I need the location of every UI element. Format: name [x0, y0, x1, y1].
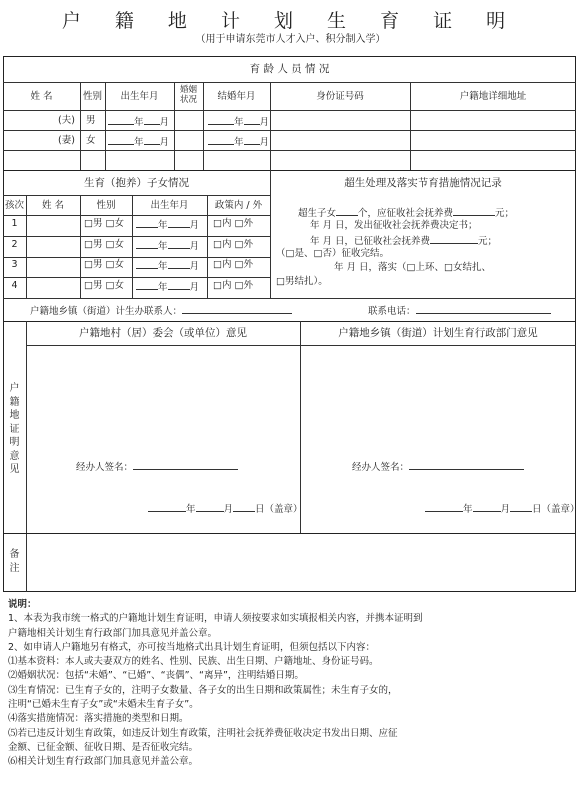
- section-heading-persons: 育 龄 人 员 情 况: [249, 63, 330, 75]
- note-line: ⑷落实措施情况：落实措施的类型和日期。: [8, 713, 189, 725]
- village-handler: [76, 460, 238, 473]
- child-row-birth: [136, 239, 199, 252]
- col-name: 姓 名: [30, 91, 53, 102]
- note-line: ⑸若已违反计划生育政策，如违反计划生育政策，注明社会抚养费征收决定书发出日期、应征: [8, 727, 398, 739]
- row-husband-married: [208, 115, 269, 128]
- row-husband-sex: 男: [86, 115, 96, 126]
- town-heading: 户籍地乡镇（街道）计划生育行政部门意见: [338, 327, 538, 339]
- child-birth-month: 月: [189, 261, 200, 272]
- village-heading: 户籍地村（居）委会（或单位）意见: [79, 327, 247, 339]
- children-heading: 生育（抱养）子女情况: [84, 177, 189, 189]
- ym-year: 年: [134, 137, 144, 148]
- child-row-sex: [84, 280, 124, 291]
- col-order: 孩次: [4, 200, 24, 211]
- checkbox-outside[interactable]: □外: [234, 218, 253, 229]
- remarks-label: [3, 548, 26, 575]
- note-line: 1、本表为我市统一格式的户籍地计划生育证明，申请人须按要求如实填报相关内容，并携本证明到: [8, 613, 423, 625]
- ym-year: 年: [134, 117, 144, 128]
- row-wife-role: (妻): [58, 135, 75, 146]
- excess-line-3: [310, 234, 497, 247]
- excess-line-1a: 超生子女: [298, 208, 337, 219]
- town-date-year: 年: [463, 504, 473, 515]
- child-birth-month: 月: [189, 220, 200, 231]
- checkbox-female[interactable]: □女: [105, 239, 124, 250]
- village-date-month: 月: [223, 504, 234, 515]
- child-row-sex: [84, 259, 124, 270]
- child-row-policy: [213, 239, 253, 250]
- side-label-certification: [3, 382, 26, 477]
- checkbox-outside[interactable]: □外: [234, 259, 253, 270]
- row-wife-sex: 女: [86, 135, 96, 146]
- checkbox-female[interactable]: □女: [105, 259, 124, 270]
- col-sex: 性别: [82, 91, 102, 102]
- checkbox-female[interactable]: □女: [105, 218, 124, 229]
- excess-line-4: （□是、□否）征收完结。: [276, 248, 389, 259]
- child-birth-month: 月: [189, 241, 200, 252]
- child-birth-year: 年: [158, 220, 168, 231]
- note-line: 金额、已征金额、征收日期、是否征收完结。: [8, 741, 199, 753]
- child-row-policy: [213, 218, 253, 229]
- town-date-day: 日（盖章）: [532, 504, 580, 515]
- child-row-sex: [84, 239, 124, 250]
- col-address: 户籍地详细地址: [459, 91, 527, 102]
- col-child-name: 姓 名: [41, 200, 65, 211]
- child-birth-year: 年: [158, 282, 168, 293]
- checkbox-male[interactable]: □男: [84, 259, 103, 270]
- child-birth-year: 年: [158, 261, 168, 272]
- note-line: ⑴基本资料：本人或夫妻双方的姓名、性别、民族、出生日期、户籍地址、身份证号码。: [8, 656, 379, 668]
- excess-line-2: 年 月 日，发出征收社会抚养费决定书；: [310, 220, 478, 231]
- excess-line-1c: 元；: [495, 208, 515, 219]
- child-row-order: 1: [11, 218, 18, 229]
- phone-label-text: 联系电话：: [368, 306, 416, 317]
- excess-line-3a: 年 月 日，已征收社会抚养费: [310, 236, 431, 247]
- ym-month: 月: [159, 137, 170, 148]
- checkbox-outside[interactable]: □外: [234, 239, 253, 250]
- town-handler-label: 经办人签名：: [352, 462, 410, 473]
- side-label-char: 意: [9, 450, 20, 462]
- village-date-stamp: [148, 502, 303, 515]
- document-title: 户 籍 地 计 划 生 育 证 明: [61, 10, 520, 32]
- col-birth: 出生年月: [120, 91, 159, 102]
- row-wife-married: [208, 135, 269, 148]
- excess-line-1b: 个，应征收社会抚养费: [358, 208, 454, 219]
- checkbox-inside[interactable]: □内: [213, 259, 232, 270]
- excess-line-6: □男结扎）。: [276, 276, 328, 287]
- note-line: 户籍地相关计划生育行政部门加具意见并盖公章。: [8, 627, 218, 639]
- col-marital-line1: 婚姻: [179, 85, 197, 95]
- ym-month: 月: [159, 117, 170, 128]
- notes-lines: [8, 612, 573, 769]
- col-child-sex: 性别: [96, 200, 116, 211]
- checkbox-male[interactable]: □男: [84, 280, 103, 291]
- side-label-char: 地: [9, 410, 20, 421]
- ym-year: 年: [234, 137, 244, 148]
- child-row-sex: [84, 218, 124, 229]
- child-row-order: 2: [11, 239, 18, 250]
- excess-line-5: 年 月 日，落实（□上环、□女结扎、: [334, 262, 491, 273]
- side-label-char: 籍: [9, 396, 20, 408]
- remarks-label-char: 备: [9, 549, 20, 560]
- row-husband-birth: [108, 115, 169, 128]
- col-marital-line2: 状况: [179, 95, 197, 105]
- village-date-day: 日（盖章）: [255, 504, 303, 515]
- ym-year: 年: [234, 117, 244, 128]
- ym-month: 月: [259, 137, 270, 148]
- child-row-policy: [213, 280, 253, 291]
- checkbox-male[interactable]: □男: [84, 218, 103, 229]
- remarks-label-char: 注: [9, 562, 20, 574]
- note-line: ⑹相关计划生育行政部门加具意见并盖公章。: [8, 756, 199, 768]
- note-line: ⑶生育情况：已生育子女的，注明子女数量、各子女的出生日期和政策属性；未生育子女的，: [8, 684, 398, 696]
- excess-line-3b: 元；: [478, 236, 498, 247]
- side-label-char: 明: [9, 437, 20, 448]
- col-id: 身份证号码: [316, 91, 364, 102]
- note-line: 2、如申请人户籍地另有格式，亦可按当地格式出具计划生育证明，但须包括以下内容：: [8, 641, 376, 653]
- child-birth-month: 月: [189, 282, 200, 293]
- phone-label: [368, 304, 551, 317]
- checkbox-outside[interactable]: □外: [234, 280, 253, 291]
- row-wife-birth: [108, 135, 169, 148]
- checkbox-inside[interactable]: □内: [213, 280, 232, 291]
- checkbox-inside[interactable]: □内: [213, 218, 232, 229]
- town-handler: [352, 460, 524, 473]
- ym-month: 月: [259, 117, 270, 128]
- checkbox-female[interactable]: □女: [105, 280, 124, 291]
- child-row-birth: [136, 280, 199, 293]
- town-date-stamp: [425, 502, 580, 515]
- contact-label-text: 户籍地乡镇（街道）计生办联系人：: [30, 306, 183, 317]
- excess-line-1: [298, 206, 514, 219]
- child-row-order: 4: [11, 280, 18, 291]
- town-date-month: 月: [500, 504, 511, 515]
- child-row-policy: [213, 259, 253, 270]
- contact-label: [30, 304, 292, 317]
- note-line: 注明“已婚未生育子女”或“未婚未生育子女”。: [8, 699, 199, 711]
- col-policy: 政策内 / 外: [214, 200, 263, 211]
- col-marital: [174, 85, 203, 105]
- excess-heading: 超生处理及落实节育措施情况记录: [344, 177, 502, 189]
- document-subtitle: （用于申请东莞市人才入户、积分制入学）: [195, 34, 386, 45]
- child-row-order: 3: [11, 259, 18, 270]
- child-row-birth: [136, 259, 199, 272]
- checkbox-inside[interactable]: □内: [213, 239, 232, 250]
- side-label-char: 证: [9, 423, 20, 435]
- notes-heading: 说明：: [8, 599, 37, 610]
- note-line: ⑵婚姻状况：包括“未婚”、“已婚”、“丧偶”、“离异”，注明结婚日期。: [8, 670, 304, 682]
- child-birth-year: 年: [158, 241, 168, 252]
- village-handler-label: 经办人签名：: [76, 462, 134, 473]
- notes-section: [8, 598, 573, 770]
- side-label-char: 见: [9, 464, 20, 475]
- child-row-birth: [136, 218, 199, 231]
- row-husband-role: (夫): [58, 115, 75, 126]
- col-married: 结婚年月: [217, 91, 256, 102]
- col-child-birth: 出生年月: [150, 200, 189, 211]
- checkbox-male[interactable]: □男: [84, 239, 103, 250]
- village-date-year: 年: [186, 504, 196, 515]
- side-label-char: 户: [9, 383, 20, 394]
